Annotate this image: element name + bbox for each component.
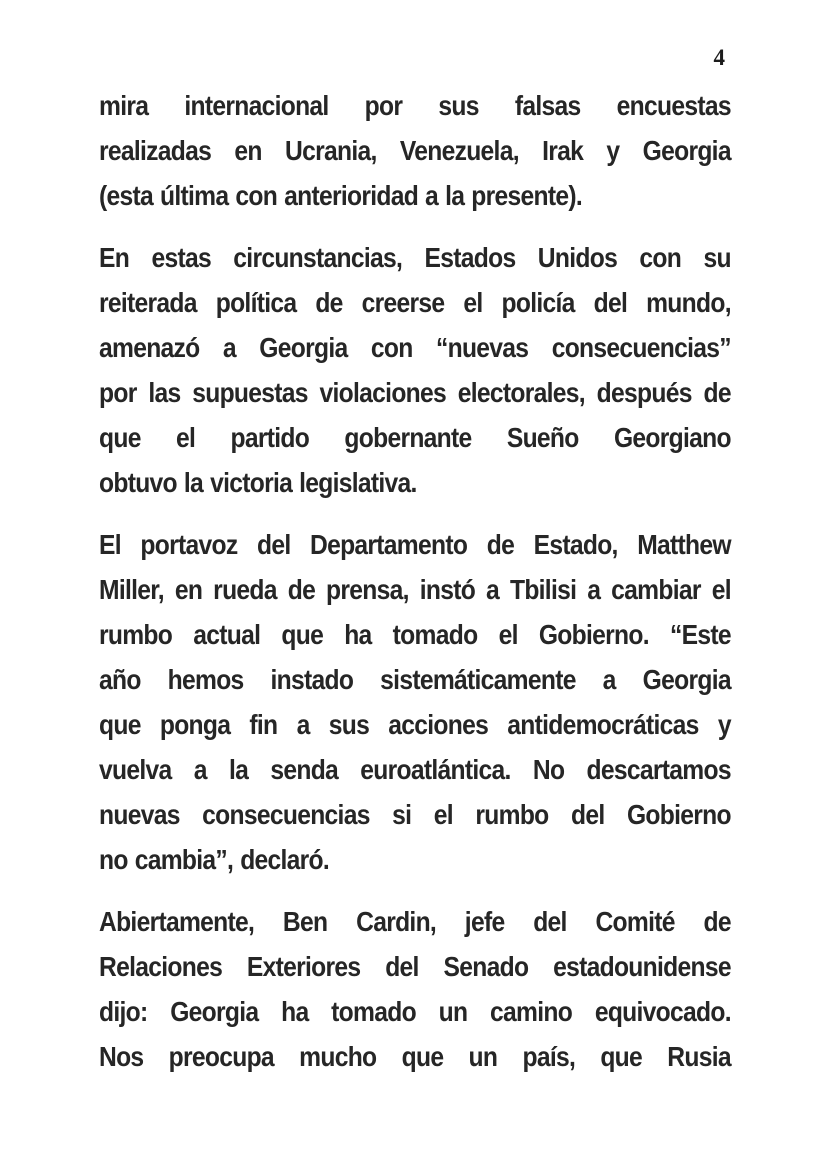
text-line: (esta última con anterioridad a la presente). (99, 180, 582, 211)
page-number: 4 (713, 45, 725, 70)
text-line: vuelva a la senda euroatlántica. No descartamos (99, 754, 731, 785)
text-line: reiterada política de creerse el policía del mundo, (99, 287, 731, 318)
text-line: mira internacional por sus falsas encuestas (99, 90, 731, 121)
text-line: El portavoz del Departamento de Estado, Matthew (99, 529, 731, 560)
document-body (99, 83, 731, 1096)
text-line: que el partido gobernante Sueño Georgiano (99, 422, 731, 453)
text-line: Abiertamente, Ben Cardin, jefe del Comité de (99, 906, 731, 937)
paragraph (99, 522, 731, 882)
text-line: dijo: Georgia ha tomado un camino equivocado. (99, 996, 731, 1027)
paragraph (99, 235, 731, 505)
text-line: rumbo actual que ha tomado el Gobierno. “Este (99, 619, 731, 650)
text-line: obtuvo la victoria legislativa. (99, 467, 417, 498)
text-line: amenazó a Georgia con “nuevas consecuencias” (99, 332, 731, 363)
text-line: que ponga fin a sus acciones antidemocráticas y (99, 709, 731, 740)
text-line: Miller, en rueda de prensa, instó a Tbilisi a cambiar el (99, 574, 731, 605)
text-line: Nos preocupa mucho que un país, que Rusia (99, 1041, 731, 1072)
text-line: En estas circunstancias, Estados Unidos con su (99, 242, 731, 273)
text-line: realizadas en Ucrania, Venezuela, Irak y Georgia (99, 135, 731, 166)
text-line: Relaciones Exteriores del Senado estadounidense (99, 951, 731, 982)
text-line: no cambia”, declaró. (99, 844, 330, 875)
paragraph (99, 83, 731, 218)
paragraph (99, 899, 731, 1079)
text-line: nuevas consecuencias si el rumbo del Gobierno (99, 799, 731, 830)
text-line: año hemos instado sistemáticamente a Georgia (99, 664, 731, 695)
text-line: por las supuestas violaciones electorales, después de (99, 377, 731, 408)
